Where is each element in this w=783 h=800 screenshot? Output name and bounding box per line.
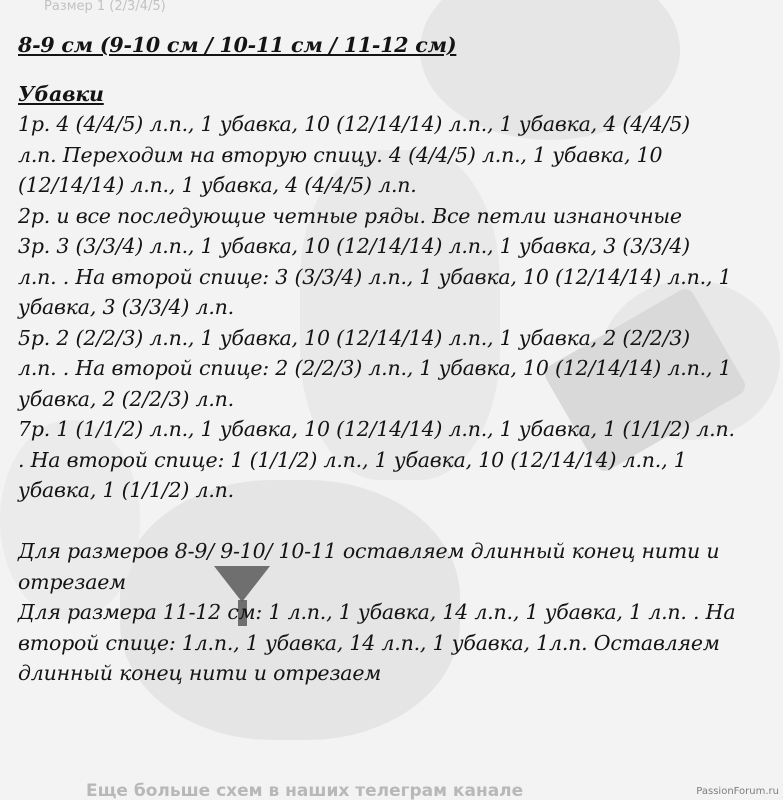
top-partial-text: Размер 1 (2/3/4/5) (44, 0, 166, 14)
pattern-line: убавка, 2 (2/2/3) л.п. (18, 386, 234, 411)
pattern-line: (12/14/14) л.п., 1 убавка, 4 (4/4/5) л.п. (18, 173, 417, 197)
final-instruction-line: Для размера 11-12 см: 1 л.п., 1 убавка, 14 л.п., 1 убавка, 1 л.п. . На (18, 600, 736, 624)
final-instruction-line: длинный конец нити и отрезаем (18, 661, 382, 685)
final-instruction-line: второй спице: 1л.п., 1 убавка, 14 л.п., 1 убавка, 1л.п. Оставляем (18, 630, 720, 655)
final-instruction-line: Для размеров 8-9/ 9-10/ 10-11 оставляем длинный конец нити и (18, 539, 720, 563)
pattern-line: убавка, 1 (1/1/2) л.п. (18, 478, 234, 502)
bottom-partial-text: Еще больше схем в наших телеграм канале (86, 782, 524, 800)
pattern-line: л.п. Переходим на вторую спицу. 4 (4/4/5) л.п., 1 убавка, 10 (18, 142, 663, 167)
section-title: Убавки (18, 81, 104, 106)
size-header: 8-9 см (9-10 см / 10-11 см / 11-12 см) (18, 33, 457, 57)
pattern-line: 1р. 4 (4/4/5) л.п., 1 убавка, 10 (12/14/14) л.п., 1 убавка, 4 (4/4/5) (18, 112, 690, 136)
paragraph-gap (18, 506, 770, 537)
pattern-line: 7р. 1 (1/1/2) л.п., 1 убавка, 10 (12/14/14) л.п., 1 убавка, 1 (1/1/2) л.п. (18, 417, 735, 441)
pattern-line: 2р. и все последующие четные ряды. Все петли изнаночные (18, 203, 682, 228)
watermark: PassionForum.ru (696, 786, 779, 797)
pattern-text (18, 30, 770, 689)
final-instruction-line: отрезаем (18, 569, 126, 594)
pattern-line: 3р. 3 (3/3/4) л.п., 1 убавка, 10 (12/14/14) л.п., 1 убавка, 3 (3/3/4) (18, 234, 690, 258)
pattern-line: 5р. 2 (2/2/3) л.п., 1 убавка, 10 (12/14/14) л.п., 1 убавка, 2 (2/2/3) (18, 325, 690, 350)
pattern-line: л.п. . На второй спице: 3 (3/3/4) л.п., 1 убавка, 10 (12/14/14) л.п., 1 (18, 264, 732, 289)
pattern-line: л.п. . На второй спице: 2 (2/2/3) л.п., 1 убавка, 10 (12/14/14) л.п., 1 (18, 356, 732, 380)
pattern-line: . На второй спице: 1 (1/1/2) л.п., 1 убавка, 10 (12/14/14) л.п., 1 (18, 447, 687, 472)
pattern-line: убавка, 3 (3/3/4) л.п. (18, 295, 234, 319)
